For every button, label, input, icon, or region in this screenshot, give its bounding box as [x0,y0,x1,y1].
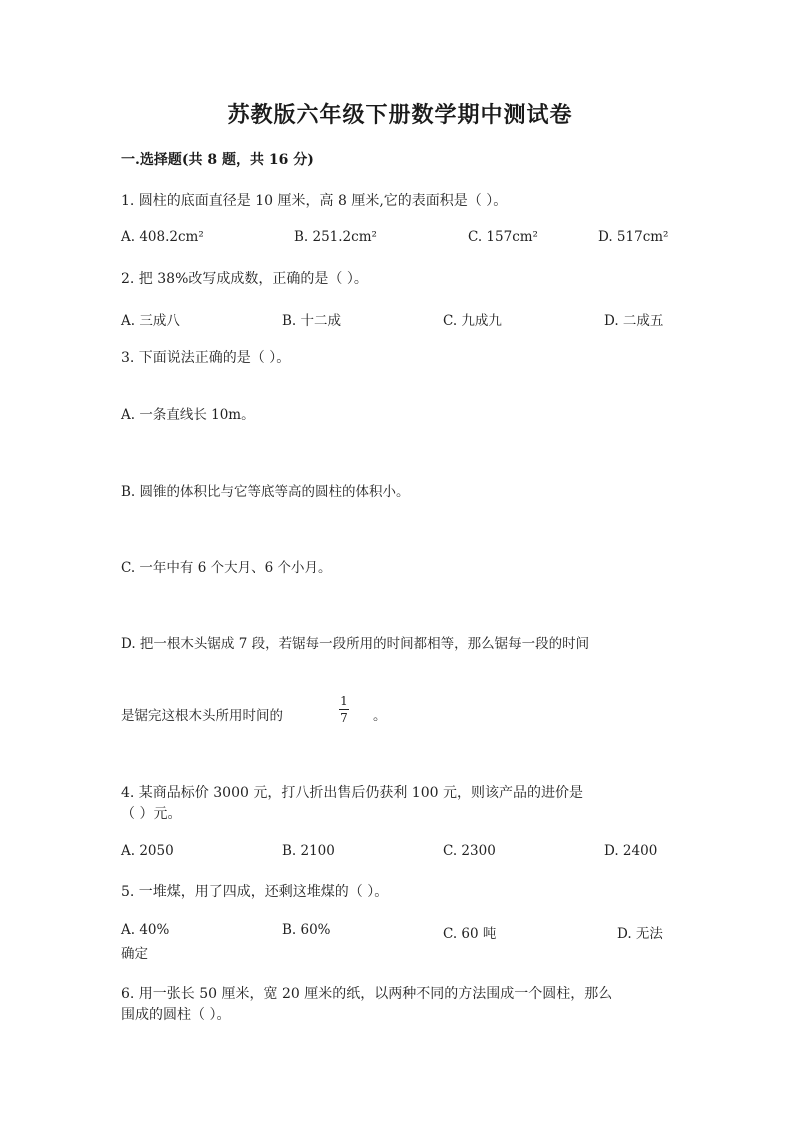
question-4-option-a: A. 2050 [121,843,174,859]
question-3-option-c: C. 一年中有 6 个大月、6 个小月。 [121,560,332,576]
question-3-option-b: B. 圆锥的体积比与它等底等高的圆柱的体积小。 [121,484,410,500]
question-4-stem-line2: （ ）元。 [121,806,182,822]
question-4-stem-line1: 4. 某商品标价 3000 元，打八折出售后仍获利 100 元，则该产品的进价是 [121,785,583,801]
question-1-option-b: B. 251.2cm² [294,229,377,245]
question-6-stem-line1: 6. 用一张长 50 厘米，宽 20 厘米的纸，以两种不同的方法围成一个圆柱，那么 [121,986,613,1002]
fraction-denominator: 7 [340,711,348,725]
question-4-option-d: D. 2400 [604,843,658,859]
question-5-option-b: B. 60% [282,922,331,938]
question-2-option-a: A. 三成八 [121,313,180,329]
question-6-stem-line2: 围成的圆柱（ ）。 [121,1007,231,1023]
question-5-stem: 5. 一堆煤，用了四成，还剩这堆煤的（ ）。 [121,884,389,900]
question-3-stem: 3. 下面说法正确的是（ ）。 [121,350,291,366]
fraction-bar [339,709,349,710]
question-2-option-b: B. 十二成 [282,313,342,329]
question-3-option-d: D. 把一根木头锯成 7 段，若锯每一段所用的时间都相等，那么锯每一段的时间 [121,636,590,652]
question-4-option-c: C. 2300 [443,843,496,859]
question-5-option-d: D. 无法 [617,926,663,942]
question-1-option-a: A. 408.2cm² [121,229,204,245]
fraction-one-seventh [339,694,349,725]
question-5-option-c: C. 60 吨 [443,926,497,942]
question-1-option-c: C. 157cm² [468,229,538,245]
question-5-option-a: A. 40% [121,922,170,938]
question-2-option-d: D. 二成五 [604,313,664,329]
question-4-option-b: B. 2100 [282,843,335,859]
question-3-option-a: A. 一条直线长 10m。 [121,407,255,423]
page-title: 苏教版六年级下册数学期中测试卷 [227,102,573,128]
fraction-numerator: 1 [340,694,348,708]
question-2-stem: 2. 把 38%改写成成数，正确的是（ ）。 [121,271,368,287]
question-2-option-c: C. 九成九 [443,313,502,329]
question-5-option-d-wrap: 确定 [121,946,148,962]
question-1-stem: 1. 圆柱的底面直径是 10 厘米，高 8 厘米,它的表面积是（ ）。 [121,193,508,209]
question-3-option-d-continuation: 是锯完这根木头所用时间的 [121,708,283,724]
question-1-option-d: D. 517cm² [598,229,669,245]
section-heading: 一.选择题(共 8 题，共 16 分) [121,152,314,168]
question-3-end-mark: 。 [373,708,387,724]
